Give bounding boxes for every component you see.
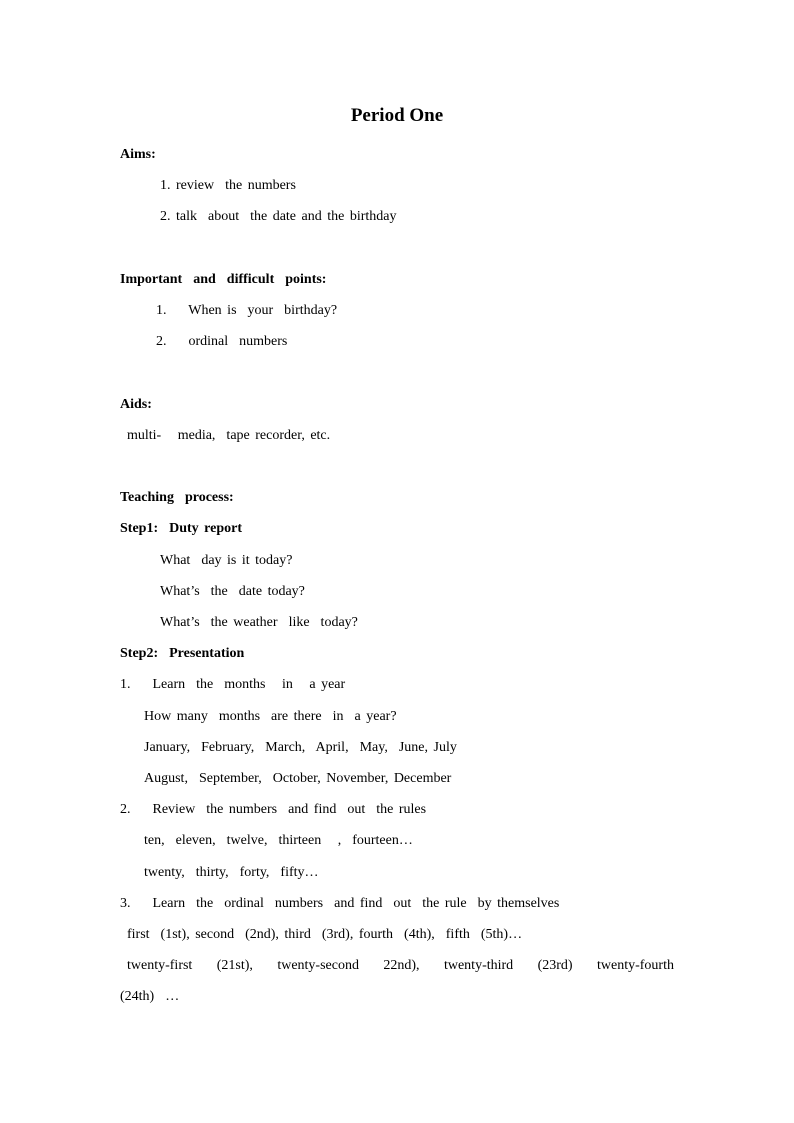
teaching-process-heading: Teaching process: (120, 490, 234, 505)
aims-heading: Aims: (120, 147, 156, 162)
step2-line: first (1st), second (2nd), third (3rd), fourth (4th), fifth (5th)… (127, 927, 523, 942)
step2-line: twenty, thirty, forty, fifty… (144, 865, 319, 880)
aims-item-1: 1. review the numbers (160, 178, 296, 193)
step2-line: 1. Learn the months in a year (120, 677, 346, 692)
step2-line: 3. Learn the ordinal numbers and find out the rule by themselves (120, 896, 560, 911)
step1-line: What day is it today? (160, 553, 293, 568)
step2-line: 2. Review the numbers and find out the rules (120, 802, 427, 817)
important-point-2: 2. ordinal numbers (156, 334, 288, 349)
step1-line: What’s the weather like today? (160, 615, 358, 630)
step2-line: August, September, October, November, December (144, 771, 452, 786)
step2-line: ten, eleven, twelve, thirteen , fourteen… (144, 833, 413, 848)
step2-heading: Step2: Presentation (120, 646, 245, 661)
step2-line: How many months are there in a year? (144, 709, 397, 724)
aims-item-2: 2. talk about the date and the birthday (160, 209, 397, 224)
step2-line: (24th) … (120, 989, 180, 1004)
aids-text: multi- media, tape recorder, etc. (127, 428, 331, 443)
important-point-1: 1. When is your birthday? (156, 303, 338, 318)
step2-line: January, February, March, April, May, June, July (144, 740, 457, 755)
step1-heading: Step1: Duty report (120, 521, 243, 536)
step2-line: twenty-first (21st), twenty-second 22nd), twenty-third (23rd) twenty-fourth (127, 958, 674, 973)
step1-line: What’s the date today? (160, 584, 305, 599)
aids-heading: Aids: (120, 397, 152, 412)
page-title: Period One (350, 105, 444, 126)
important-points-heading: Important and difficult points: (120, 272, 327, 287)
